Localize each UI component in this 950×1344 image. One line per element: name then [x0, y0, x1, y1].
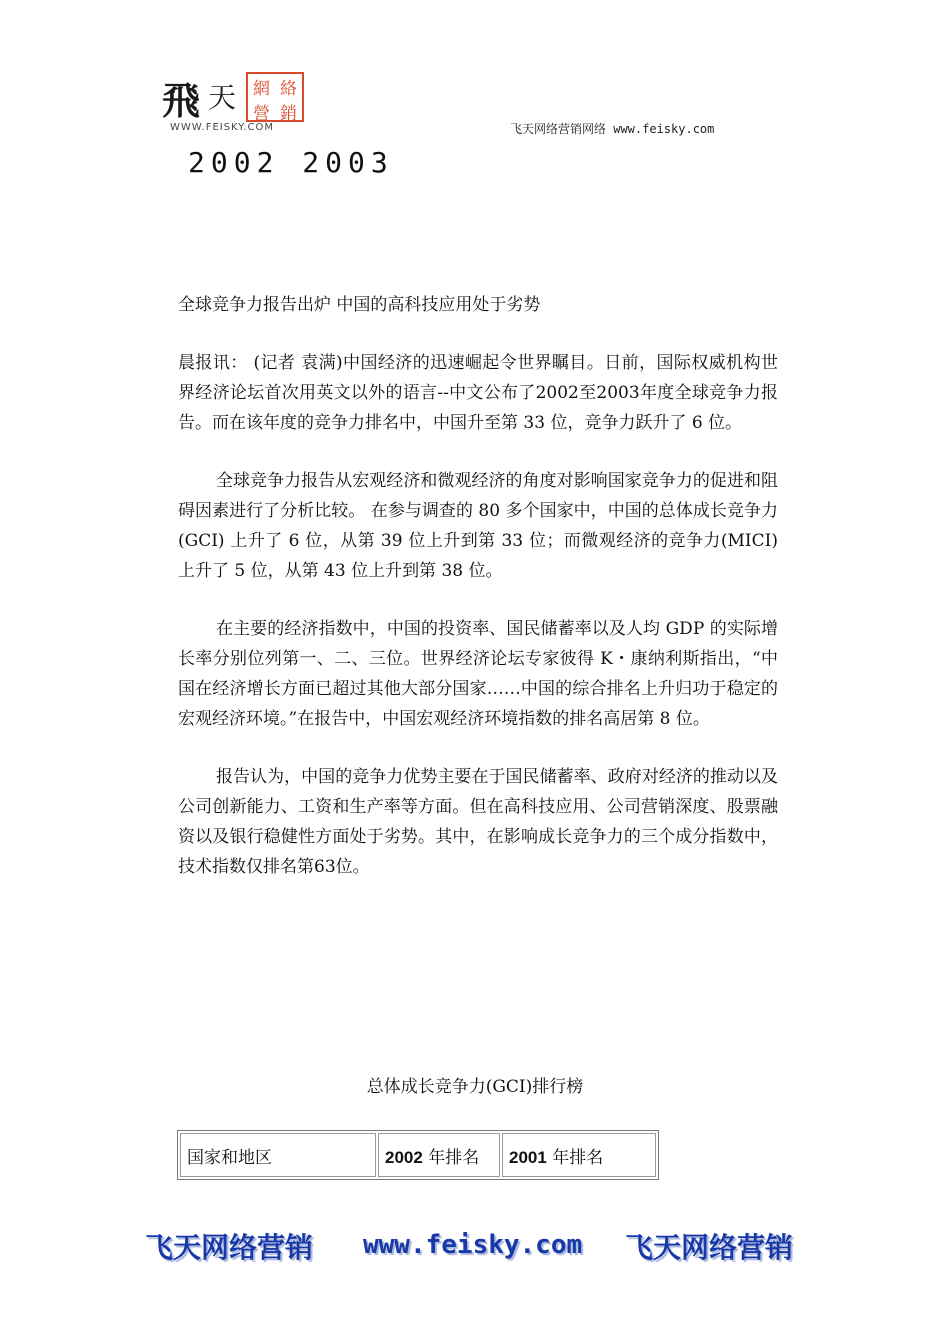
article-paragraph: 在主要的经济指数中，中国的投资率、国民储蓄率以及人均 GDP 的实际增长率分别位列第一、二、三位。世界经济论坛专家彼得 K・康纳利斯指出，“中国在经济增长方面已超过其他大部分国家……中国的综合排名上升归功于稳定的宏观经济环境。”在报告中，中国宏观经济环境指数的排名高居第 8 位。: [178, 619, 778, 729]
column-header-2002-rank: 2002 年排名: [378, 1133, 500, 1177]
logo-character-tian: 天: [208, 81, 237, 114]
header-site-text: 飞天网络营销网络 www.feisky.com: [510, 122, 715, 136]
footer-banner: [145, 1226, 825, 1266]
footer-brand-right: 飞天网络营销: [625, 1231, 794, 1264]
article-subtitle: 全球竞争力报告出炉 中国的高科技应用处于劣势: [178, 295, 541, 315]
logo-seal: [246, 72, 304, 122]
article-paragraph: 报告认为，中国的竞争力优势主要在于国民储蓄率、政府对经济的推动以及公司创新能力、工资和生产率等方面。但在高科技应用、公司营销深度、股票融资以及银行稳健性方面处于劣势。其中，在影响成长竞争力的三个成分指数中，技术指数仅排名第63位。: [178, 767, 778, 877]
column-header-2001-rank: 2001 年排名: [502, 1133, 656, 1177]
logo-character-fei: 飛: [162, 78, 201, 123]
article-body: [178, 290, 778, 910]
column-header-region: 国家和地区: [180, 1133, 376, 1177]
footer-brand-left: 飞天网络营销: [145, 1231, 314, 1264]
seal-char: 營: [253, 104, 270, 124]
logo-url: WWW.FEISKY.COM: [170, 122, 275, 133]
footer-url[interactable]: www.feisky.com: [363, 1230, 583, 1260]
seal-char: 網: [253, 79, 270, 99]
table-title: 总体成长竞争力(GCI)排行榜: [366, 1077, 584, 1097]
table-header-row: [180, 1133, 656, 1177]
gci-ranking-table: [177, 1130, 659, 1180]
seal-char: 絡: [280, 79, 297, 99]
article-paragraph: 晨报讯： (记者 袁满)中国经济的迅速崛起令世界瞩目。日前，国际权威机构世界经济论坛首次用英文以外的语言--中文公布了2002至2003年度全球竞争力报告。而在该年度的竞争力排名中，中国升至第 33 位，竞争力跃升了 6 位。: [178, 353, 778, 433]
document-title-line1: 2002 2003: [188, 146, 394, 179]
article-paragraph: 全球竞争力报告从宏观经济和微观经济的角度对影响国家竞争力的促进和阻碍因素进行了分析比较。 在参与调查的 80 多个国家中，中国的总体成长竞争力 (GCI) 上升了 6 位，从第 39 位上升到第 33 位；而微观经济的竞争力(MICI)上升了 5 位，从第 43 位上升到第 38 位。: [178, 471, 778, 581]
seal-char: 銷: [280, 104, 297, 124]
site-logo: [150, 70, 310, 140]
